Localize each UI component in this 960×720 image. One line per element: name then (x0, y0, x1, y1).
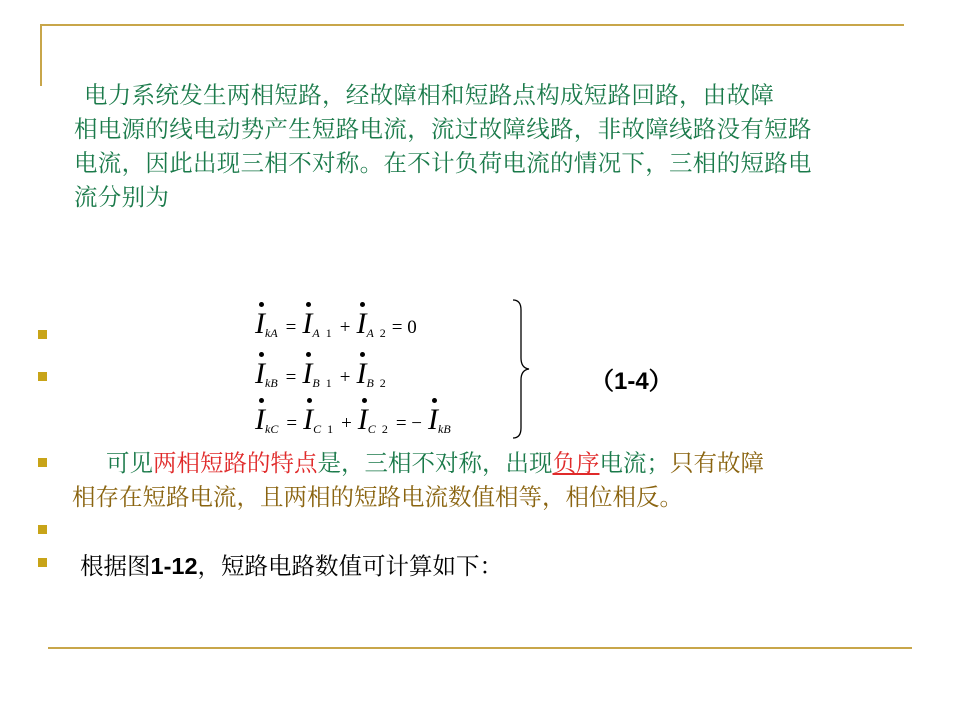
subscript: kA (265, 326, 278, 340)
note-text: 电流； (599, 449, 670, 477)
current-symbol: I (255, 403, 265, 436)
calc-intro (80, 547, 503, 581)
frame-bottom-line (48, 647, 912, 649)
subscript-number: 2 (379, 326, 386, 340)
subscript: A (312, 326, 320, 340)
operator: = (286, 413, 298, 434)
current-symbol: I (255, 307, 265, 340)
operator: = (285, 367, 297, 388)
subscript: kC (265, 422, 279, 436)
bullet-marker (38, 458, 47, 467)
operator: + (341, 413, 352, 434)
bullet-marker (38, 372, 47, 381)
subscript: kB (438, 422, 451, 436)
operator: + (339, 367, 351, 388)
current-symbol: I (302, 307, 313, 340)
current-symbol: I (357, 403, 368, 436)
subscript: kB (265, 376, 278, 390)
operator: = (285, 317, 297, 338)
bullet-marker (38, 330, 47, 339)
calc-suffix: ，短路电路数值可计算如下： (197, 552, 504, 580)
bullet-marker (38, 525, 47, 534)
equation-phase-c (255, 403, 457, 437)
current-symbol: I (303, 403, 314, 436)
note-line-2: 相存在短路电流，且两相的短路电流数值相等，相位相反。 (72, 483, 683, 511)
note-text: 是，三相不对称，出现 (317, 449, 553, 477)
subscript: C (313, 422, 322, 436)
subscript: C (367, 422, 376, 436)
current-symbol: I (302, 357, 313, 390)
equation-phase-b (255, 357, 392, 391)
calc-prefix: 根据图 (80, 552, 151, 580)
equation-tail: = 0 (391, 317, 417, 338)
para-line-2: 相电源的线电动势产生短路电流，流过故障线路，非故障线路没有短路 (74, 115, 812, 143)
subscript: B (312, 376, 320, 390)
subscript-number: 1 (325, 326, 332, 340)
intro-paragraph (74, 78, 918, 214)
para-line-4: 流分别为 (74, 183, 170, 211)
note-highlight-red: 两相短路的特点 (153, 449, 318, 477)
current-symbol: I (428, 403, 438, 436)
equation-number: （1-4） (590, 368, 673, 395)
current-symbol: I (356, 307, 367, 340)
note-highlight-olive: 只有故障 (670, 449, 764, 477)
subscript-number: 1 (325, 376, 332, 390)
note-text: 可见 (106, 449, 153, 477)
subscript: A (366, 326, 374, 340)
note-paragraph (72, 446, 912, 514)
current-symbol: I (255, 357, 265, 390)
current-symbol: I (356, 357, 367, 390)
frame-top-line (40, 24, 904, 26)
para-line-1: 电力系统发生两相短路，经故障相和短路点构成短路回路，由故障 (84, 81, 775, 109)
equation-tail: = − (395, 413, 422, 434)
subscript: B (366, 376, 374, 390)
subscript-number: 1 (327, 422, 334, 436)
figure-ref: 1-12 (150, 553, 198, 579)
note-highlight-negative-sequence: 负序 (552, 449, 600, 477)
para-line-3: 电流，因此出现三相不对称。在不计负荷电流的情况下，三相的短路电 (74, 149, 812, 177)
equation-phase-a (255, 307, 417, 341)
right-brace (511, 298, 535, 440)
subscript-number: 2 (381, 422, 388, 436)
frame-left-line (40, 24, 42, 86)
subscript-number: 2 (379, 376, 386, 390)
bullet-marker (38, 558, 47, 567)
operator: + (339, 317, 351, 338)
